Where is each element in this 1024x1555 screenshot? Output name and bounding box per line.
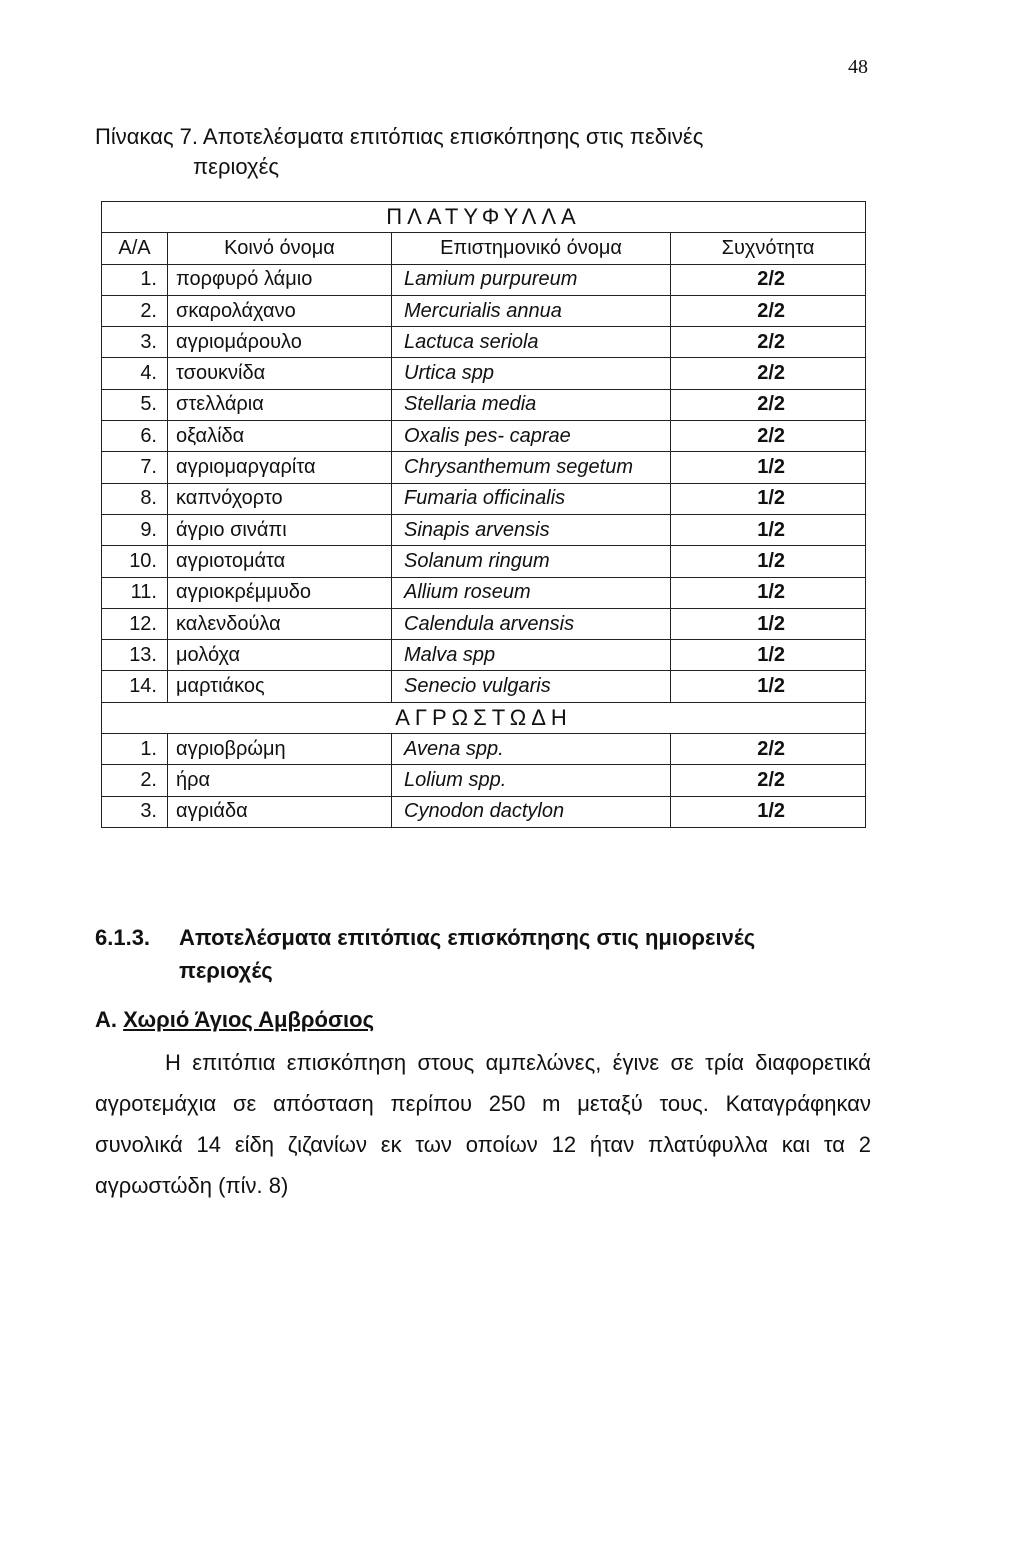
table-caption xyxy=(95,122,875,182)
frequency-cell: 2/2 xyxy=(671,421,866,452)
row-number-cell: 7. xyxy=(102,452,168,483)
row-number-cell: 14. xyxy=(102,671,168,702)
subsection-letter: Α. xyxy=(95,1007,117,1032)
scientific-name-cell: Chrysanthemum segetum xyxy=(392,452,671,483)
frequency-cell: 2/2 xyxy=(671,765,866,796)
table-caption-line2: περιοχές xyxy=(193,154,279,179)
row-number-cell: 1. xyxy=(102,734,168,765)
common-name-cell: μολόχα xyxy=(168,640,392,671)
frequency-cell: 1/2 xyxy=(671,640,866,671)
grass-section-row xyxy=(102,702,866,733)
common-name-cell: αγριάδα xyxy=(168,796,392,827)
column-header-index: Α/Α xyxy=(102,233,168,264)
column-header-common-name: Κοινό όνομα xyxy=(168,233,392,264)
scientific-name-cell: Lolium spp. xyxy=(392,765,671,796)
broadleaf-row xyxy=(102,295,866,326)
row-number-cell: 5. xyxy=(102,389,168,420)
scientific-name-cell: Malva spp xyxy=(392,640,671,671)
column-header-row xyxy=(102,233,866,264)
frequency-cell: 2/2 xyxy=(671,734,866,765)
broadleaf-row xyxy=(102,389,866,420)
common-name-cell: αγριοκρέμμυδο xyxy=(168,577,392,608)
common-name-cell: αγριομάρουλο xyxy=(168,327,392,358)
frequency-cell: 2/2 xyxy=(671,295,866,326)
page-number: 48 xyxy=(848,56,868,78)
common-name-cell: καπνόχορτο xyxy=(168,483,392,514)
scientific-name-cell: Oxalis pes- caprae xyxy=(392,421,671,452)
broadleaf-row xyxy=(102,264,866,295)
broadleaf-row xyxy=(102,608,866,639)
frequency-cell: 1/2 xyxy=(671,483,866,514)
grass-rows xyxy=(102,734,866,828)
scientific-name-cell: Urtica spp xyxy=(392,358,671,389)
row-number-cell: 3. xyxy=(102,327,168,358)
frequency-cell: 1/2 xyxy=(671,796,866,827)
scientific-name-cell: Avena spp. xyxy=(392,734,671,765)
row-number-cell: 13. xyxy=(102,640,168,671)
scientific-name-cell: Sinapis arvensis xyxy=(392,514,671,545)
common-name-cell: τσουκνίδα xyxy=(168,358,392,389)
grass-row xyxy=(102,765,866,796)
scientific-name-cell: Cynodon dactylon xyxy=(392,796,671,827)
frequency-cell: 1/2 xyxy=(671,671,866,702)
frequency-cell: 2/2 xyxy=(671,358,866,389)
scientific-name-cell: Fumaria officinalis xyxy=(392,483,671,514)
common-name-cell: μαρτιάκος xyxy=(168,671,392,702)
broadleaf-rows xyxy=(102,264,866,702)
body-paragraph: Η επιτόπια επισκόπηση στους αμπελώνες, έγινε σε τρία διαφορετικά αγροτεμάχια σε απόσταση περίπου 250 m μεταξύ τους. Καταγράφηκαν συνολικά 14 είδη ζιζανίων εκ των οποίων 12 ήταν πλατύφυλλα και τα 2 αγρωστώδη (πίν. 8) xyxy=(95,1050,871,1198)
frequency-cell: 1/2 xyxy=(671,514,866,545)
frequency-cell: 2/2 xyxy=(671,327,866,358)
row-number-cell: 11. xyxy=(102,577,168,608)
broadleaf-row xyxy=(102,483,866,514)
weed-survey-table xyxy=(101,201,866,828)
grass-row xyxy=(102,734,866,765)
broadleaf-row xyxy=(102,671,866,702)
broadleaf-row xyxy=(102,421,866,452)
broadleaf-section-title: ΠΛΑΤΥΦΥΛΛΑ xyxy=(102,202,866,233)
scientific-name-cell: Stellaria media xyxy=(392,389,671,420)
common-name-cell: καλενδούλα xyxy=(168,608,392,639)
row-number-cell: 1. xyxy=(102,264,168,295)
scientific-name-cell: Lactuca seriola xyxy=(392,327,671,358)
row-number-cell: 3. xyxy=(102,796,168,827)
row-number-cell: 8. xyxy=(102,483,168,514)
broadleaf-row xyxy=(102,358,866,389)
common-name-cell: στελλάρια xyxy=(168,389,392,420)
broadleaf-row xyxy=(102,327,866,358)
section-title-line1: Αποτελέσματα επιτόπιας επισκόπησης στις ημιορεινές xyxy=(179,925,756,950)
scientific-name-cell: Solanum ringum xyxy=(392,546,671,577)
scientific-name-cell: Lamium purpureum xyxy=(392,264,671,295)
broadleaf-section-row xyxy=(102,202,866,233)
common-name-cell: αγριοτομάτα xyxy=(168,546,392,577)
grass-section-title: ΑΓΡΩΣΤΩΔΗ xyxy=(102,702,866,733)
row-number-cell: 10. xyxy=(102,546,168,577)
row-number-cell: 6. xyxy=(102,421,168,452)
common-name-cell: αγριομαργαρίτα xyxy=(168,452,392,483)
section-heading xyxy=(95,921,895,987)
broadleaf-row xyxy=(102,452,866,483)
row-number-cell: 12. xyxy=(102,608,168,639)
broadleaf-row xyxy=(102,514,866,545)
broadleaf-row xyxy=(102,546,866,577)
frequency-cell: 1/2 xyxy=(671,452,866,483)
broadleaf-row xyxy=(102,640,866,671)
common-name-cell: ήρα xyxy=(168,765,392,796)
broadleaf-row xyxy=(102,577,866,608)
frequency-cell: 2/2 xyxy=(671,389,866,420)
frequency-cell: 1/2 xyxy=(671,608,866,639)
scientific-name-cell: Calendula arvensis xyxy=(392,608,671,639)
section-number: 6.1.3. xyxy=(95,925,151,950)
table-caption-line1: Πίνακας 7. Αποτελέσματα επιτόπιας επισκόπησης στις πεδινές xyxy=(95,124,704,149)
column-header-frequency: Συχνότητα xyxy=(671,233,866,264)
section-title-line2: περιοχές xyxy=(179,958,273,983)
frequency-cell: 1/2 xyxy=(671,546,866,577)
scientific-name-cell: Allium roseum xyxy=(392,577,671,608)
scientific-name-cell: Senecio vulgaris xyxy=(392,671,671,702)
row-number-cell: 2. xyxy=(102,765,168,796)
common-name-cell: οξαλίδα xyxy=(168,421,392,452)
subsection-title: Χωριό Άγιος Αμβρόσιος xyxy=(123,1007,375,1032)
row-number-cell: 9. xyxy=(102,514,168,545)
row-number-cell: 2. xyxy=(102,295,168,326)
common-name-cell: πορφυρό λάμιο xyxy=(168,264,392,295)
common-name-cell: άγριο σινάπι xyxy=(168,514,392,545)
common-name-cell: αγριοβρώμη xyxy=(168,734,392,765)
frequency-cell: 2/2 xyxy=(671,264,866,295)
subsection-heading xyxy=(95,1007,374,1033)
column-header-scientific-name: Επιστημονικό όνομα xyxy=(392,233,671,264)
grass-row xyxy=(102,796,866,827)
common-name-cell: σκαρολάχανο xyxy=(168,295,392,326)
row-number-cell: 4. xyxy=(102,358,168,389)
frequency-cell: 1/2 xyxy=(671,577,866,608)
scientific-name-cell: Mercurialis annua xyxy=(392,295,671,326)
